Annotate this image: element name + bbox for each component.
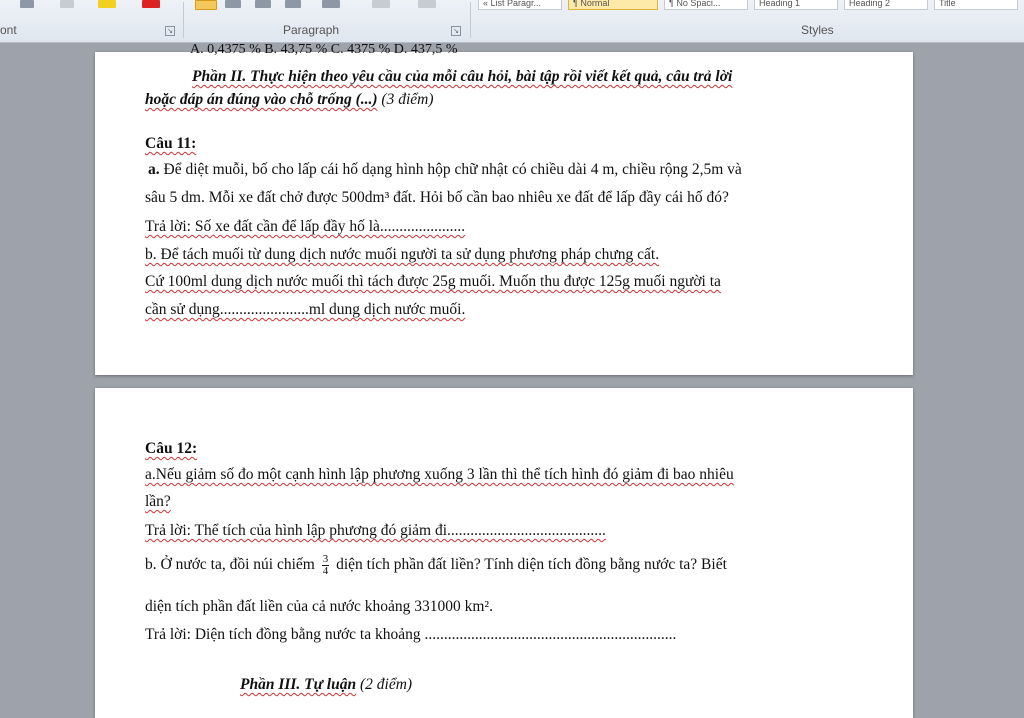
ribbon-separator bbox=[470, 2, 471, 38]
q11-a-line1 bbox=[148, 161, 742, 179]
q11-a-line2: sâu 5 dm. Mỗi xe đất chở được 500dm³ đất. Hỏi bố cần bao nhiêu xe đất để lấp đầy cái hố đó? bbox=[145, 189, 729, 206]
part2-heading-continued bbox=[145, 91, 433, 109]
q11-a-text1: Để diệt muỗi, bố cho lấp cái hố dạng hình hộp chữ nhật có chiều dài 4 m, chiều rộng 2,5m và bbox=[159, 161, 742, 178]
highlight-color-icon[interactable] bbox=[98, 0, 116, 8]
document-page-2[interactable] bbox=[95, 388, 913, 718]
styles-group-label: Styles bbox=[801, 23, 834, 37]
paragraph-dialog-launcher-icon[interactable]: ↘ bbox=[451, 26, 461, 36]
style-heading-2[interactable]: Heading 2 bbox=[844, 0, 928, 10]
q12-b-answer: Trả lời: Diện tích đồng bằng nước ta khoảng ................................................................. bbox=[145, 626, 677, 643]
fraction-numerator: 3 bbox=[322, 553, 329, 565]
style-heading-1[interactable]: Heading 1 bbox=[754, 0, 838, 10]
document-page-1[interactable] bbox=[95, 42, 913, 375]
part2-points: (3 điểm) bbox=[377, 91, 434, 108]
ribbon-separator bbox=[183, 2, 184, 38]
align-center-icon[interactable] bbox=[225, 0, 241, 8]
ribbon bbox=[0, 0, 1024, 43]
align-right-icon[interactable] bbox=[255, 0, 271, 8]
borders-icon[interactable] bbox=[418, 0, 436, 8]
q12-a-line1: a.Nếu giảm số đo một cạnh hình lập phương xuống 3 lần thì thể tích hình đó giảm đi bao nhiêu bbox=[145, 466, 734, 483]
q11-title-text: Câu 11: bbox=[145, 135, 197, 152]
style-normal[interactable]: ¶ Normal bbox=[568, 0, 658, 10]
justify-icon[interactable] bbox=[285, 0, 301, 8]
q12-a-line2: lần? bbox=[145, 493, 171, 510]
part2-heading-text: Phần II. Thực hiện theo yêu cầu của mỗi câu hỏi, bài tập rồi viết kết quả, câu trả lời bbox=[192, 68, 733, 85]
q12-b-post: diện tích phần đất liền? Tính diện tích đồng bằng nước ta? Biết bbox=[336, 556, 727, 574]
q11-a-answer: Trả lời: Số xe đất cần để lấp đầy hố là...................... bbox=[145, 218, 466, 235]
q12-title-text: Câu 12: bbox=[145, 440, 198, 457]
q12-a-answer: Trả lời: Thể tích của hình lập phương đó giảm đi......................................... bbox=[145, 522, 606, 539]
q11-b-line2: Cứ 100ml dung dịch nước muối thì tách được 25g muối. Muốn thu được 125g muối người ta bbox=[145, 273, 721, 290]
font-group-label: ont bbox=[0, 23, 17, 37]
q11-b-line3: cần sử dụng.......................ml dung dịch nước muối. bbox=[145, 301, 466, 318]
line-spacing-icon[interactable] bbox=[322, 0, 340, 8]
fraction bbox=[322, 554, 330, 577]
part3-points: (2 điểm) bbox=[356, 676, 413, 693]
style-no-spacing[interactable]: ¶ No Spaci... bbox=[664, 0, 748, 10]
paragraph-group-label: Paragraph bbox=[283, 23, 340, 37]
part3-heading-text: Phần III. Tự luận bbox=[240, 676, 357, 693]
part2-heading bbox=[192, 68, 732, 86]
q12-b-pre: b. Ở nước ta, đồi núi chiếm bbox=[145, 556, 315, 574]
q11-b-line1: b. Để tách muối từ dung dịch nước muối người ta sử dụng phương pháp chưng cất. bbox=[145, 246, 660, 263]
style-title[interactable]: Title bbox=[934, 0, 1018, 10]
q11-a-label: a. bbox=[148, 161, 160, 178]
part3-heading bbox=[240, 676, 412, 694]
toolbar-icon[interactable] bbox=[20, 0, 34, 8]
shading-icon[interactable] bbox=[372, 0, 390, 8]
cutoff-answer-options: A. 0,4375 % B. 43,75 % C. 4375 % D. 437,5 % bbox=[190, 42, 458, 57]
q11-title bbox=[145, 135, 196, 153]
q12-title bbox=[145, 440, 197, 458]
style-list-paragraph[interactable]: « List Paragr... bbox=[478, 0, 562, 10]
align-left-icon[interactable] bbox=[195, 0, 217, 10]
font-color-icon[interactable] bbox=[142, 0, 160, 8]
part2-heading-cont-text: hoặc đáp án đúng vào chỗ trống (...) bbox=[145, 91, 378, 108]
q12-b-line1 bbox=[145, 554, 727, 577]
toolbar-icon[interactable] bbox=[60, 0, 74, 8]
q12-b-line2: diện tích phần đất liền của cả nước khoảng 331000 km². bbox=[145, 598, 493, 615]
font-dialog-launcher-icon[interactable]: ↘ bbox=[165, 26, 175, 36]
fraction-denominator: 4 bbox=[322, 565, 329, 577]
